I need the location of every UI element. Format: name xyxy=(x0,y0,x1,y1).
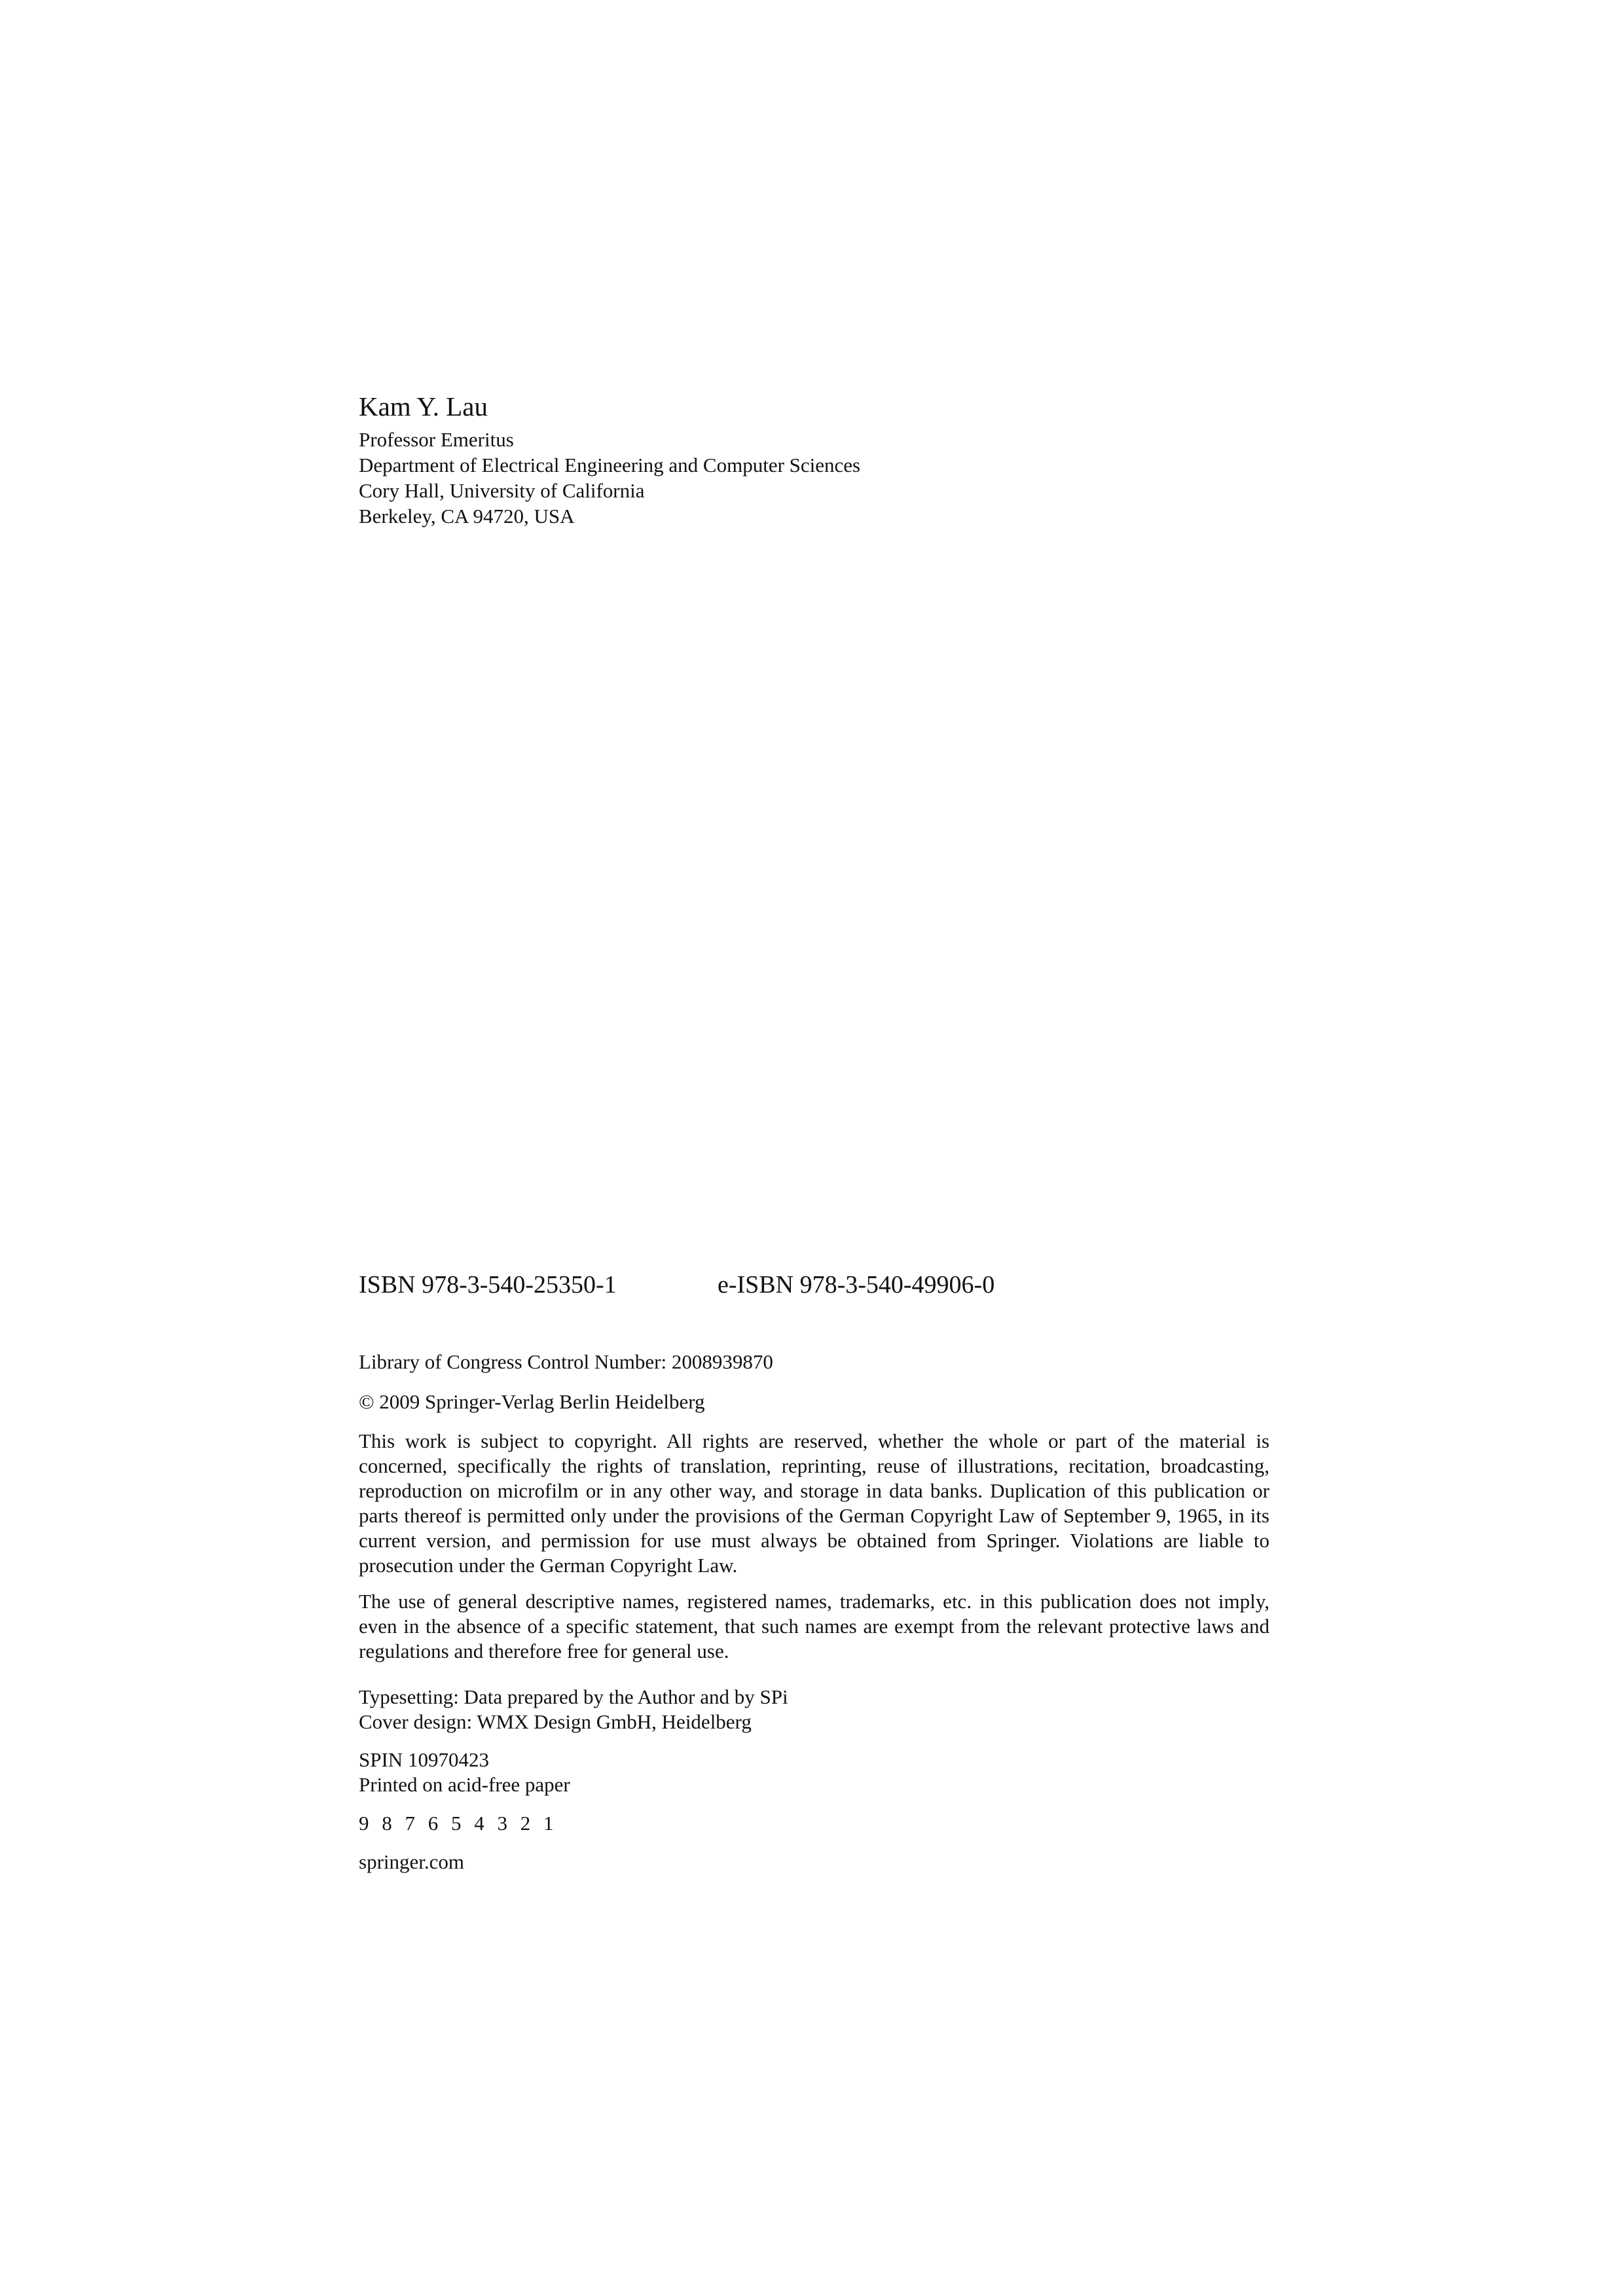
isbn-row xyxy=(359,1270,995,1300)
production-credits xyxy=(359,1685,788,1734)
affiliation-title: Professor Emeritus xyxy=(359,428,514,451)
rights-statement: This work is subject to copyright. All rights are reserved, whether the whole or part of the material is concerned, specifically the rights of translation, reprinting, reuse of illustrations, recitation, broadcasting, reproduction on microfilm or in any other way, and storage in data banks. Duplication of this publication or parts thereof is permitted only under the provisions of the German Copyright Law of September 9, 1965, in its current version, and permission for use must always be obtained from Springer. Violations are liable to prosecution under the German Copyright Law. xyxy=(359,1429,1269,1577)
affiliation-building: Cory Hall, University of California xyxy=(359,479,645,502)
electronic-isbn: e-ISBN 978-3-540-49906-0 xyxy=(718,1271,995,1299)
printing-line: 9 8 7 6 5 4 3 2 1 xyxy=(359,1812,558,1835)
printing-info xyxy=(359,1748,570,1797)
spin-line: SPIN 10970423 xyxy=(359,1748,489,1771)
typesetting-line: Typesetting: Data prepared by the Author and by SPi xyxy=(359,1685,788,1708)
lccn-line: Library of Congress Control Number: 2008939870 xyxy=(359,1350,773,1373)
publisher-website: springer.com xyxy=(359,1850,464,1873)
author-name: Kam Y. Lau xyxy=(359,391,488,422)
affiliation-department: Department of Electrical Engineering and Computer Sciences xyxy=(359,454,861,476)
paper-line: Printed on acid-free paper xyxy=(359,1773,570,1796)
names-statement: The use of general descriptive names, registered names, trademarks, etc. in this publication does not imply, even in the absence of a specific statement, that such names are exempt from the relevant protective laws and regulations and therefore free for general use. xyxy=(359,1590,1269,1662)
print-isbn: ISBN 978-3-540-25350-1 xyxy=(359,1271,617,1299)
copyright-line: © 2009 Springer-Verlag Berlin Heidelberg xyxy=(359,1390,705,1413)
author-affiliation xyxy=(359,427,860,529)
affiliation-address: Berkeley, CA 94720, USA xyxy=(359,505,575,528)
cover-design-line: Cover design: WMX Design GmbH, Heidelberg xyxy=(359,1710,752,1733)
